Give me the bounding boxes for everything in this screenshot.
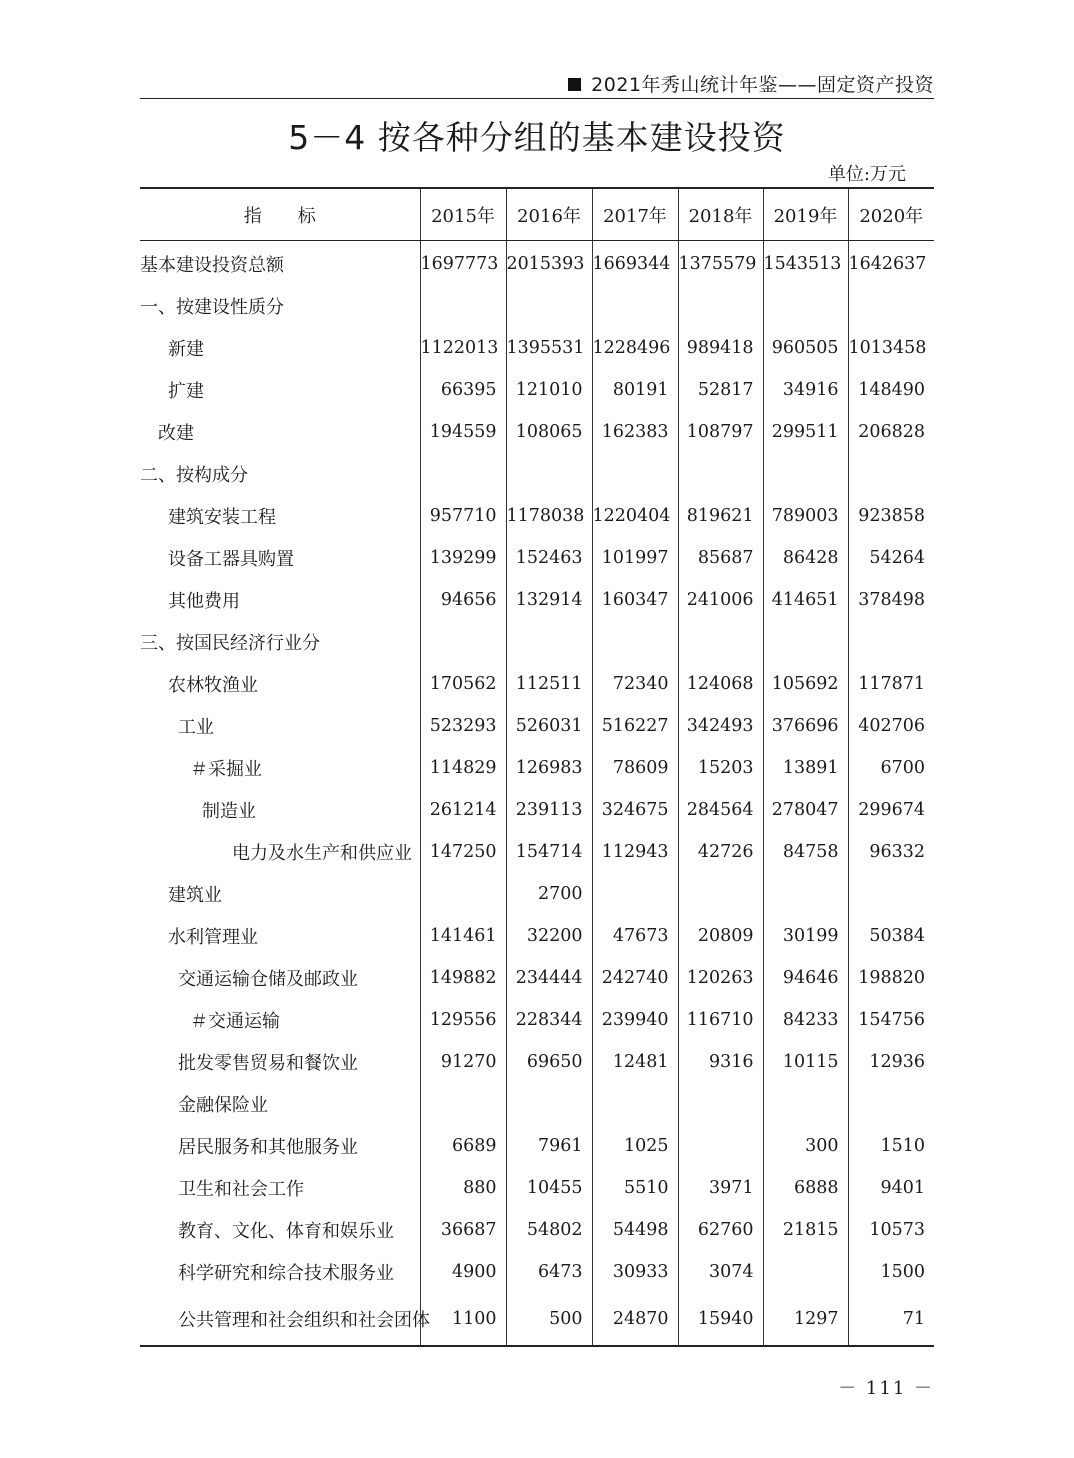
value-cell	[678, 1125, 763, 1167]
value-cell: 6473	[506, 1251, 592, 1293]
page-title: 5－4 按各种分组的基本建设投资	[288, 118, 786, 157]
value-cell: 72340	[592, 663, 678, 705]
value-cell: 3074	[678, 1251, 763, 1293]
value-cell	[848, 285, 934, 327]
value-cell: 85687	[678, 537, 763, 579]
row-label: 电力及水生产和供应业	[232, 843, 412, 864]
value-cell: 819621	[678, 495, 763, 537]
running-header-text	[568, 70, 934, 97]
value-cell: 1510	[848, 1125, 934, 1167]
row-label: 工业	[178, 717, 214, 738]
value-cell: 120263	[678, 957, 763, 999]
value-cell	[763, 1251, 848, 1293]
value-cell: 42726	[678, 831, 763, 873]
value-cell: 108797	[678, 411, 763, 453]
row-label: 水利管理业	[168, 927, 258, 948]
table-row	[140, 1209, 934, 1251]
value-cell: 15203	[678, 747, 763, 789]
table-row	[140, 411, 934, 453]
row-label: 二、按构成分	[140, 465, 248, 486]
table-row	[140, 957, 934, 999]
value-cell	[420, 453, 506, 495]
year-column-header: 2019年	[763, 188, 848, 241]
row-label: 卫生和社会工作	[178, 1179, 304, 1200]
value-cell: 54264	[848, 537, 934, 579]
value-cell	[678, 621, 763, 663]
value-cell: 239113	[506, 789, 592, 831]
value-cell: 880	[420, 1167, 506, 1209]
value-cell: 239940	[592, 999, 678, 1041]
value-cell: 1500	[848, 1251, 934, 1293]
value-cell: 12481	[592, 1041, 678, 1083]
value-cell: 324675	[592, 789, 678, 831]
table-row	[140, 999, 934, 1041]
row-label: 其他费用	[168, 591, 240, 612]
value-cell: 91270	[420, 1041, 506, 1083]
row-label: ＃采掘业	[190, 759, 262, 780]
value-cell: 526031	[506, 705, 592, 747]
value-cell: 6888	[763, 1167, 848, 1209]
value-cell: 960505	[763, 327, 848, 369]
row-label: 科学研究和综合技术服务业	[178, 1263, 394, 1284]
row-label: 批发零售贸易和餐饮业	[178, 1053, 358, 1074]
value-cell: 989418	[678, 327, 763, 369]
value-cell: 30933	[592, 1251, 678, 1293]
table-row	[140, 1251, 934, 1293]
value-cell: 132914	[506, 579, 592, 621]
table-header-row	[140, 188, 934, 241]
value-cell: 47673	[592, 915, 678, 957]
table-row	[140, 747, 934, 789]
value-cell: 6689	[420, 1125, 506, 1167]
value-cell: 1122013	[420, 327, 506, 369]
value-cell: 300	[763, 1125, 848, 1167]
value-cell: 84233	[763, 999, 848, 1041]
running-header	[140, 62, 934, 99]
value-cell	[848, 621, 934, 663]
table-row	[140, 705, 934, 747]
value-cell: 3971	[678, 1167, 763, 1209]
value-cell: 36687	[420, 1209, 506, 1251]
value-cell: 402706	[848, 705, 934, 747]
value-cell: 523293	[420, 705, 506, 747]
value-cell: 94656	[420, 579, 506, 621]
value-cell: 62760	[678, 1209, 763, 1251]
value-cell: 1178038	[506, 495, 592, 537]
table-row	[140, 1041, 934, 1083]
value-cell: 154714	[506, 831, 592, 873]
table-row	[140, 1167, 934, 1209]
value-cell	[848, 1083, 934, 1125]
value-cell: 1220404	[592, 495, 678, 537]
header-title: 2021年秀山统计年鉴——固定资产投资	[591, 74, 934, 96]
row-label: 居民服务和其他服务业	[178, 1137, 358, 1158]
value-cell	[678, 873, 763, 915]
value-cell: 148490	[848, 369, 934, 411]
value-cell: 112511	[506, 663, 592, 705]
value-cell: 342493	[678, 705, 763, 747]
value-cell	[506, 1083, 592, 1125]
value-cell	[592, 453, 678, 495]
table-row	[140, 831, 934, 873]
value-cell: 66395	[420, 369, 506, 411]
value-cell: 1013458	[848, 327, 934, 369]
value-cell	[763, 621, 848, 663]
value-cell: 194559	[420, 411, 506, 453]
row-label: 改建	[158, 423, 194, 444]
table-body	[140, 241, 934, 1347]
value-cell	[678, 1083, 763, 1125]
table-row	[140, 663, 934, 705]
value-cell: 105692	[763, 663, 848, 705]
table-row	[140, 1293, 934, 1346]
value-cell: 1543513	[763, 241, 848, 286]
value-cell: 6700	[848, 747, 934, 789]
table-row	[140, 621, 934, 663]
value-cell: 13891	[763, 747, 848, 789]
value-cell: 112943	[592, 831, 678, 873]
value-cell: 957710	[420, 495, 506, 537]
table-row	[140, 537, 934, 579]
value-cell: 376696	[763, 705, 848, 747]
value-cell: 9401	[848, 1167, 934, 1209]
row-label: 农林牧渔业	[168, 675, 258, 696]
value-cell: 10573	[848, 1209, 934, 1251]
value-cell: 1669344	[592, 241, 678, 286]
value-cell	[592, 285, 678, 327]
value-cell: 1297	[763, 1293, 848, 1346]
value-cell: 84758	[763, 831, 848, 873]
value-cell	[678, 285, 763, 327]
value-cell: 1395531	[506, 327, 592, 369]
value-cell: 71	[848, 1293, 934, 1346]
row-label: 三、按国民经济行业分	[140, 633, 320, 654]
value-cell	[506, 453, 592, 495]
value-cell: 149882	[420, 957, 506, 999]
value-cell	[763, 1083, 848, 1125]
value-cell: 117871	[848, 663, 934, 705]
value-cell: 124068	[678, 663, 763, 705]
row-label: 交通运输仓储及邮政业	[178, 969, 358, 990]
row-label: 设备工器具购置	[168, 549, 294, 570]
value-cell: 241006	[678, 579, 763, 621]
year-column-header: 2020年	[848, 188, 934, 241]
value-cell: 129556	[420, 999, 506, 1041]
value-cell	[592, 621, 678, 663]
value-cell	[848, 453, 934, 495]
value-cell: 5510	[592, 1167, 678, 1209]
value-cell: 54802	[506, 1209, 592, 1251]
table-row	[140, 1125, 934, 1167]
value-cell: 15940	[678, 1293, 763, 1346]
row-label: 教育、文化、体育和娱乐业	[178, 1221, 394, 1242]
value-cell: 152463	[506, 537, 592, 579]
value-cell: 2015393	[506, 241, 592, 286]
table-row	[140, 285, 934, 327]
value-cell: 228344	[506, 999, 592, 1041]
page-number: － 111 －	[838, 1378, 934, 1399]
value-cell	[848, 873, 934, 915]
value-cell: 278047	[763, 789, 848, 831]
value-cell: 126983	[506, 747, 592, 789]
value-cell: 299511	[763, 411, 848, 453]
table-row	[140, 873, 934, 915]
row-label: 新建	[168, 339, 204, 360]
table-row	[140, 789, 934, 831]
value-cell: 121010	[506, 369, 592, 411]
value-cell: 1375579	[678, 241, 763, 286]
value-cell: 78609	[592, 747, 678, 789]
indicator-column-header: 指 标	[140, 188, 420, 241]
investment-table	[140, 187, 934, 1347]
value-cell: 7961	[506, 1125, 592, 1167]
value-cell: 141461	[420, 915, 506, 957]
value-cell: 923858	[848, 495, 934, 537]
value-cell	[420, 873, 506, 915]
value-cell: 50384	[848, 915, 934, 957]
value-cell	[592, 873, 678, 915]
value-cell: 32200	[506, 915, 592, 957]
value-cell	[678, 453, 763, 495]
value-cell: 414651	[763, 579, 848, 621]
value-cell: 500	[506, 1293, 592, 1346]
year-column-header: 2016年	[506, 188, 592, 241]
value-cell: 206828	[848, 411, 934, 453]
value-cell: 114829	[420, 747, 506, 789]
table-row	[140, 579, 934, 621]
value-cell	[506, 285, 592, 327]
year-column-header: 2017年	[592, 188, 678, 241]
value-cell: 30199	[763, 915, 848, 957]
value-cell: 4900	[420, 1251, 506, 1293]
value-cell: 69650	[506, 1041, 592, 1083]
year-column-header: 2018年	[678, 188, 763, 241]
row-label: 建筑业	[168, 885, 222, 906]
table-row	[140, 1083, 934, 1125]
value-cell: 160347	[592, 579, 678, 621]
value-cell: 94646	[763, 957, 848, 999]
row-label: 一、按建设性质分	[140, 297, 284, 318]
table-row	[140, 241, 934, 286]
value-cell: 234444	[506, 957, 592, 999]
value-cell: 1025	[592, 1125, 678, 1167]
row-label: 金融保险业	[178, 1095, 268, 1116]
value-cell: 2700	[506, 873, 592, 915]
value-cell: 516227	[592, 705, 678, 747]
value-cell: 86428	[763, 537, 848, 579]
value-cell: 24870	[592, 1293, 678, 1346]
row-label: ＃交通运输	[190, 1011, 280, 1032]
value-cell: 261214	[420, 789, 506, 831]
value-cell: 12936	[848, 1041, 934, 1083]
value-cell: 154756	[848, 999, 934, 1041]
value-cell: 170562	[420, 663, 506, 705]
value-cell: 116710	[678, 999, 763, 1041]
value-cell	[420, 285, 506, 327]
value-cell: 20809	[678, 915, 763, 957]
value-cell: 1100	[420, 1293, 506, 1346]
value-cell: 96332	[848, 831, 934, 873]
value-cell: 242740	[592, 957, 678, 999]
value-cell: 108065	[506, 411, 592, 453]
value-cell	[592, 1083, 678, 1125]
value-cell: 54498	[592, 1209, 678, 1251]
value-cell: 9316	[678, 1041, 763, 1083]
value-cell: 162383	[592, 411, 678, 453]
value-cell: 34916	[763, 369, 848, 411]
value-cell: 284564	[678, 789, 763, 831]
year-column-header: 2015年	[420, 188, 506, 241]
value-cell: 789003	[763, 495, 848, 537]
unit-note: 单位:万元	[827, 164, 906, 185]
value-cell: 1642637	[848, 241, 934, 286]
value-cell: 1228496	[592, 327, 678, 369]
table-row	[140, 915, 934, 957]
value-cell: 101997	[592, 537, 678, 579]
value-cell	[420, 1083, 506, 1125]
row-label: 建筑安装工程	[168, 507, 276, 528]
value-cell: 299674	[848, 789, 934, 831]
value-cell: 378498	[848, 579, 934, 621]
value-cell: 147250	[420, 831, 506, 873]
value-cell: 198820	[848, 957, 934, 999]
value-cell: 80191	[592, 369, 678, 411]
table-row	[140, 495, 934, 537]
value-cell	[763, 453, 848, 495]
value-cell: 10115	[763, 1041, 848, 1083]
table-row	[140, 327, 934, 369]
square-bullet-icon	[568, 78, 581, 91]
value-cell: 1697773	[420, 241, 506, 286]
row-label: 扩建	[168, 381, 204, 402]
row-label: 公共管理和社会组织和社会团体	[178, 1310, 430, 1331]
value-cell: 10455	[506, 1167, 592, 1209]
value-cell: 139299	[420, 537, 506, 579]
value-cell	[763, 873, 848, 915]
row-label: 基本建设投资总额	[140, 255, 284, 276]
value-cell	[420, 621, 506, 663]
value-cell: 21815	[763, 1209, 848, 1251]
row-label: 制造业	[202, 801, 256, 822]
table-row	[140, 453, 934, 495]
value-cell: 52817	[678, 369, 763, 411]
value-cell	[506, 621, 592, 663]
value-cell	[763, 285, 848, 327]
table-row	[140, 369, 934, 411]
